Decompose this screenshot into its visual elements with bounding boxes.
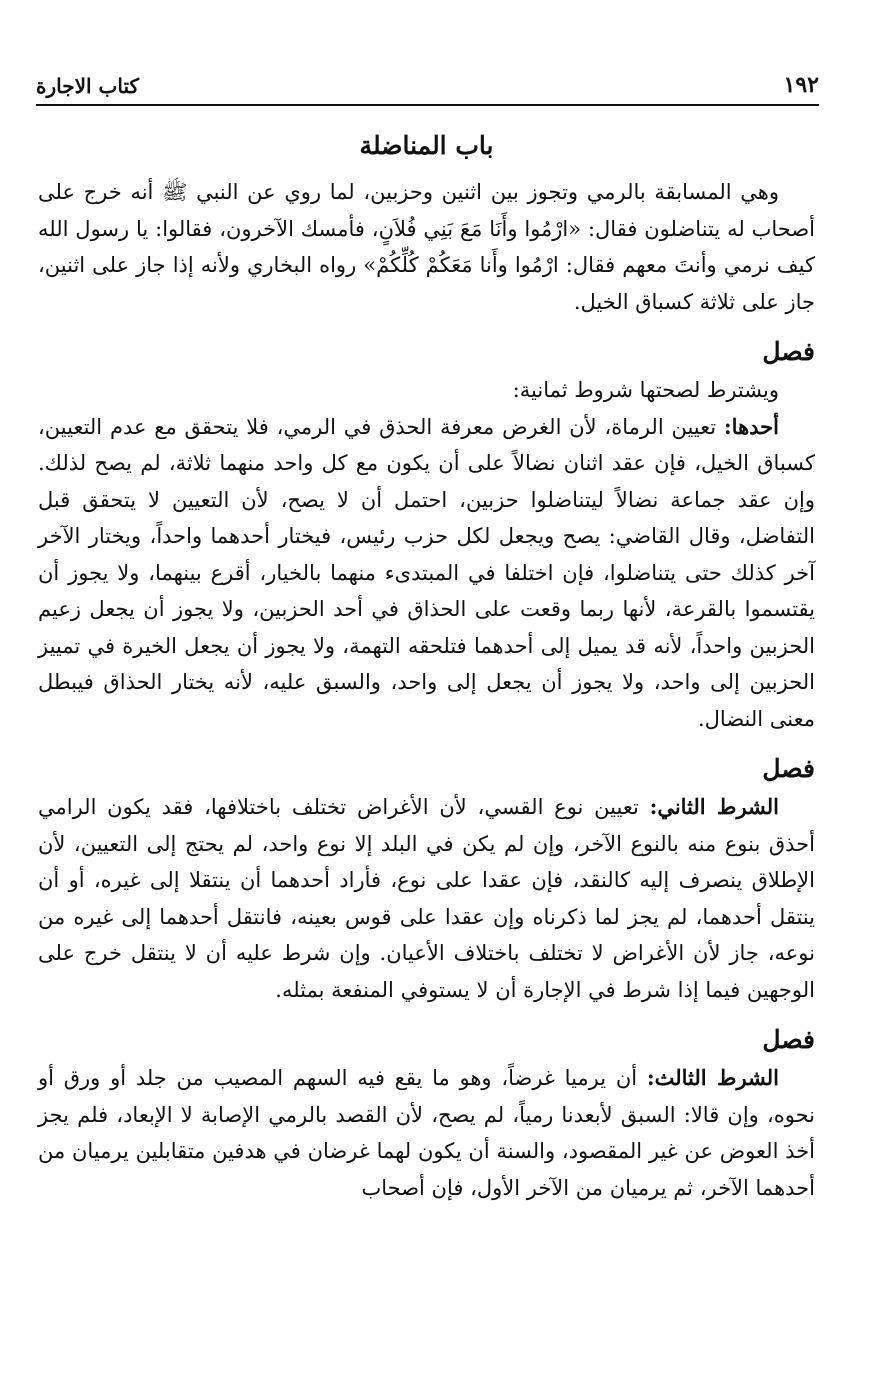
paragraph: [38, 409, 815, 738]
page-body: [38, 126, 815, 1206]
paragraph-lead: أحدها:: [723, 413, 779, 439]
paragraph-text: تعيين الرماة، لأن الغرض معرفة الحذق في الرمي، فلا يتحقق مع عدم التعيين، كسباق الخيل، فإن عقد اثنان نضالاً على أن يكون مع كل واحد منهما ثلاثة، لم يصح لذلك. وإن عقد جماعة نضالاً ليتناضلوا حزبين، احتمل أن لا يصح، لأن التعيين لا يتحقق قبل التفاضل، وقال القاضي: يصح ويجعل لكل حزب رئيس، فيختار أحدهما واحداً، ويختار الآخر آخر كذلك حتى يتناضلوا، فإن اختلفا في المبتدىء منهما بالخيار، أقرع بينهما، ولا يجوز أن يقتسموا بالقرعة، لأنها ربما وقعت على الحذاق في أحد الحزبين، ولا يجوز أن يجعل زعيم الحزبين واحداً، لأنه قد يميل إلى أحدهما فتلحقه التهمة، ولا يجوز أن يجعل الخيرة في تمييز الحزبين إلى واحد، ولا يجوز أن يجعل إلى واحد، والسبق عليه، لأنه يختار الحذاق فيبطل معنى النضال.: [38, 414, 815, 731]
section-2: [38, 749, 815, 1008]
paragraph-text: تعيين نوع القسي، لأن الأغراض تختلف باختلافها، فقد يكون الرامي أحذق بنوع منه بالنوع الآخر، وإن لم يكن في البلد إلا نوع واحد، لم يحتج إلى التعيين، لأن الإطلاق ينصرف إليه كالنقد، فإن عقدا على نوع، فأراد أحدهما أن ينتقلا إلى غيره، أو أن ينتقل أحدهما، لم يجز لما ذكرناه وإن عقدا على قوس بعينه، فانتقل أحدهما إلى غيره من نوعه، جاز لأن الأغراض لا تختلف باختلاف الأعيان. وإن شرط عليه أن لا ينتقل خرج على الوجهين فيما إذا شرط في الإجارة أن لا يستوفي المنفعة بمثله.: [38, 795, 815, 1002]
paragraph: [38, 789, 815, 1008]
paragraph-lead: الشرط الثالث:: [646, 1065, 779, 1090]
paragraph: [38, 1060, 815, 1206]
paragraph-text: أن يرميا غرضاً، وهو ما يقع فيه السهم المصيب من جلد أو ورق أو نحوه، وإن قالا: السبق لأبعدنا رمياً، لم يصح، لأن القصد بالرمي الإصابة لا الإبعاد، فلم يجز أخذ العوض عن غير المقصود، والسنة أن يكون لهما غرضان في هدفين متقابلين يرميان من أحدهما الآخر، ثم يرميان من الآخر الأول، فإن أصحاب: [38, 1066, 815, 1200]
section-heading: فصل: [762, 337, 815, 366]
paragraph-text: ويشترط لصحتها شروط ثمانية:: [512, 378, 779, 402]
section-1: [38, 332, 815, 737]
page-number: ١٩٢: [783, 72, 819, 98]
paragraph-lead: الشرط الثاني:: [649, 794, 780, 819]
running-title: كتاب الاجارة: [36, 74, 139, 98]
chapter-intro-paragraph: وهي المسابقة بالرمي وتجوز بين اثنين وحزبين، لما روي عن النبي ﷺ أنه خرج على أصحاب له يتناضلون فقال: «ارْمُوا وأَنَا مَعَ بَنِي فُلاَنٍ، فأمسك الآخرون، فقالوا: يا رسول الله كيف نرمي وأنتَ معهم فقال: ارْمُوا وأَنا مَعَكُمْ كُلِّكُمْ» رواه البخاري ولأنه إذا جاز على اثنين، جاز على ثلاثة كسباق الخيل.: [38, 180, 815, 314]
section-3: [38, 1020, 815, 1206]
section-heading: فصل: [762, 754, 815, 783]
page-header: [36, 66, 819, 106]
section-heading: فصل: [762, 1025, 815, 1054]
paragraph: [38, 372, 815, 409]
chapter-title: باب المناضلة: [359, 131, 494, 160]
